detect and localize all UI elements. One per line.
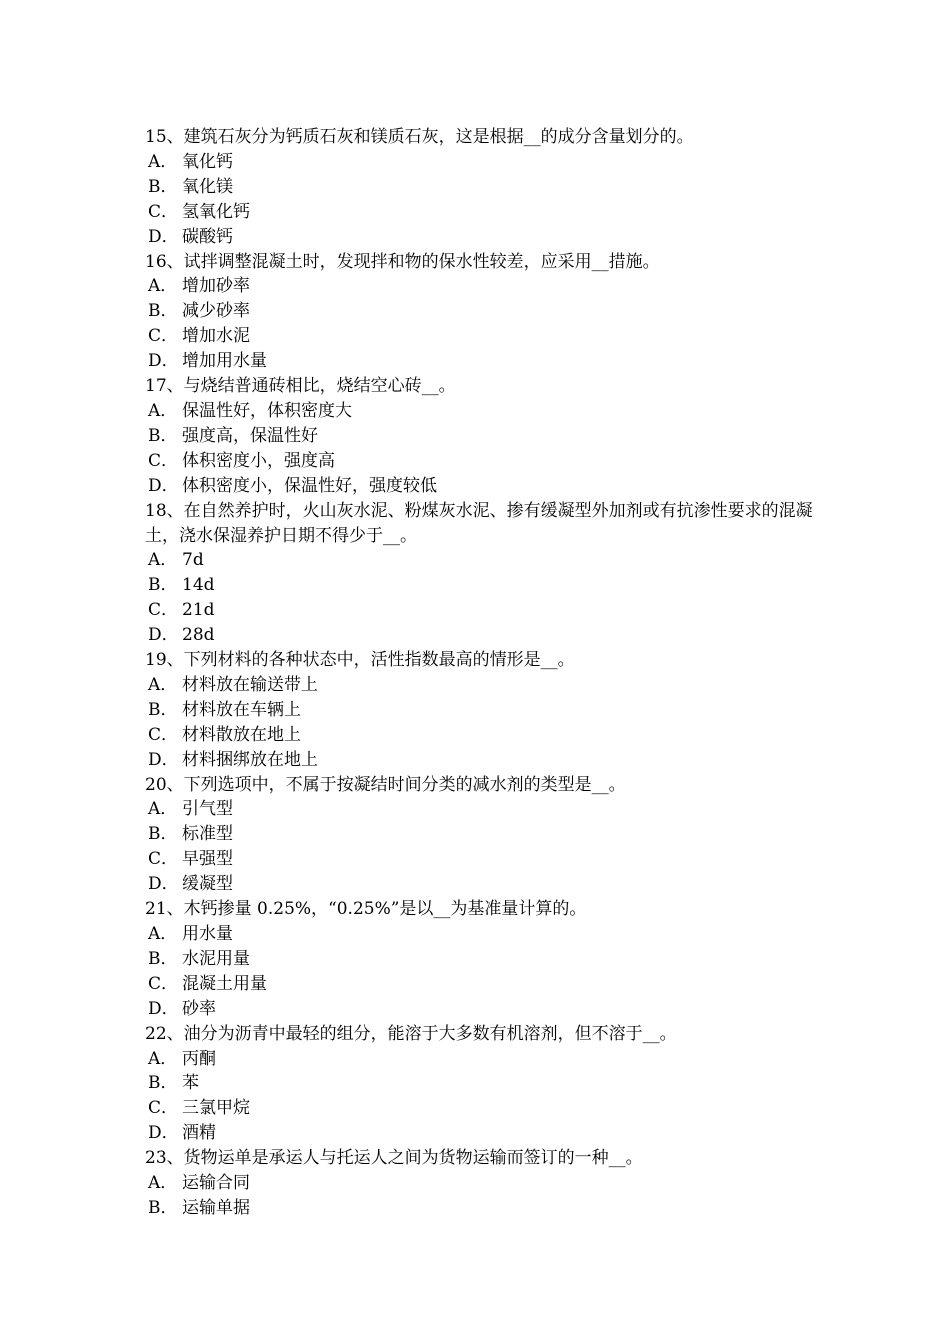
question-15 <box>145 125 815 250</box>
option-label: D． <box>148 1123 179 1144</box>
option-text: 强度高，保温性好 <box>182 425 318 446</box>
option-text: 减少砂率 <box>182 301 250 322</box>
question-21 <box>145 897 815 1022</box>
option-label: D． <box>148 475 179 496</box>
option-text: 21d <box>182 600 215 621</box>
option-label: B． <box>148 425 178 446</box>
option-label: B． <box>148 948 178 969</box>
option-text: 氧化镁 <box>182 176 233 197</box>
option-text: 苯 <box>182 1073 199 1094</box>
option-a <box>145 548 815 573</box>
option-label: A． <box>148 151 178 172</box>
option-label: B． <box>148 301 178 322</box>
option-d <box>145 474 815 499</box>
question-text: 16、试拌调整混凝土时，发现拌和物的保水性较差，应采用__措施。 <box>145 251 660 272</box>
option-text: 材料散放在地上 <box>182 724 301 745</box>
option-b <box>145 822 815 847</box>
question-list <box>145 125 815 1221</box>
option-text: 标准型 <box>182 824 233 845</box>
question-18 <box>145 499 815 648</box>
option-c <box>145 723 815 748</box>
option-d <box>145 872 815 897</box>
option-text: 引气型 <box>182 799 233 820</box>
option-b <box>145 299 815 324</box>
option-label: C． <box>148 724 179 745</box>
option-d <box>145 1121 815 1146</box>
option-a <box>145 399 815 424</box>
option-text: 增加砂率 <box>182 276 250 297</box>
option-label: D． <box>148 226 179 247</box>
question-text: 15、建筑石灰分为钙质石灰和镁质石灰，这是根据__的成分含量划分的。 <box>145 127 694 147</box>
option-a <box>145 1171 815 1196</box>
question-text: 23、货物运单是承运人与托运人之间为货物运输而签订的一种__。 <box>145 1148 643 1169</box>
option-text: 水泥用量 <box>182 948 250 969</box>
option-label: D． <box>148 749 179 770</box>
question-17 <box>145 374 815 499</box>
option-label: D． <box>148 625 179 646</box>
option-label: D． <box>148 998 179 1019</box>
question-19 <box>145 648 815 773</box>
option-label: A． <box>148 276 178 297</box>
option-label: C． <box>148 326 179 347</box>
question-22 <box>145 1022 815 1147</box>
option-text: 缓凝型 <box>182 874 233 895</box>
option-text: 运输合同 <box>182 1173 250 1194</box>
question-text: 18、在自然养护时，火山灰水泥、粉煤灰水泥、掺有缓凝型外加剂或有抗渗性要求的混凝土，浇水保湿养护日期不得少于__。 <box>145 500 813 546</box>
option-text: 7d <box>182 550 204 571</box>
option-text: 三氯甲烷 <box>182 1098 250 1119</box>
option-c <box>145 200 815 225</box>
option-label: A． <box>148 550 178 571</box>
option-label: B． <box>148 1197 178 1218</box>
option-text: 氢氧化钙 <box>182 201 250 222</box>
option-label: C． <box>148 1098 179 1119</box>
option-b <box>145 1071 815 1096</box>
option-b <box>145 424 815 449</box>
option-label: A． <box>148 1173 178 1194</box>
question-text: 17、与烧结普通砖相比，烧结空心砖__。 <box>145 376 456 397</box>
option-b <box>145 175 815 200</box>
option-b <box>145 1196 815 1221</box>
option-text: 增加用水量 <box>182 351 267 372</box>
question-23 <box>145 1146 815 1221</box>
option-d <box>145 225 815 250</box>
question-20 <box>145 773 815 898</box>
option-c <box>145 449 815 474</box>
option-label: B． <box>148 176 178 197</box>
option-c <box>145 1096 815 1121</box>
option-text: 用水量 <box>182 924 233 944</box>
option-label: D． <box>148 351 179 372</box>
option-a <box>145 922 815 947</box>
option-label: A． <box>148 799 178 820</box>
option-text: 28d <box>182 625 215 646</box>
option-label: C． <box>148 450 179 471</box>
option-c <box>145 972 815 997</box>
option-text: 材料放在输送带上 <box>182 674 318 695</box>
option-label: C． <box>148 849 179 870</box>
option-a <box>145 797 815 822</box>
option-text: 体积密度小，保温性好，强度较低 <box>182 475 437 496</box>
option-c <box>145 598 815 623</box>
question-text: 19、下列材料的各种状态中，活性指数最高的情形是__。 <box>145 650 575 671</box>
option-a <box>145 274 815 299</box>
option-text: 丙酮 <box>182 1048 216 1069</box>
option-a <box>145 673 815 698</box>
question-text: 21、木钙掺量 0.25%，“0.25%”是以__为基准量计算的。 <box>145 899 587 920</box>
question-16 <box>145 250 815 375</box>
option-label: B． <box>148 1073 178 1094</box>
option-label: C． <box>148 201 179 222</box>
option-text: 氧化钙 <box>182 151 233 172</box>
option-b <box>145 573 815 598</box>
option-a <box>145 150 815 175</box>
option-label: A． <box>148 1048 178 1069</box>
option-label: B． <box>148 575 178 596</box>
option-c <box>145 847 815 872</box>
option-label: C． <box>148 600 179 621</box>
option-label: C． <box>148 973 179 994</box>
option-label: A． <box>148 674 178 695</box>
question-text: 20、下列选项中，不属于按凝结时间分类的减水剂的类型是__。 <box>145 774 626 795</box>
option-d <box>145 623 815 648</box>
option-d <box>145 997 815 1022</box>
option-a <box>145 1047 815 1072</box>
option-text: 砂率 <box>182 998 216 1019</box>
option-text: 14d <box>182 575 215 596</box>
option-c <box>145 324 815 349</box>
option-text: 酒精 <box>182 1123 216 1144</box>
option-text: 混凝土用量 <box>182 973 267 994</box>
option-label: B． <box>148 824 178 845</box>
option-text: 材料放在车辆上 <box>182 699 301 720</box>
option-label: A． <box>148 400 178 421</box>
option-label: B． <box>148 699 178 720</box>
option-text: 早强型 <box>182 849 233 870</box>
option-text: 运输单据 <box>182 1197 250 1218</box>
option-b <box>145 947 815 972</box>
option-text: 增加水泥 <box>182 326 250 347</box>
question-text: 22、油分为沥青中最轻的组分，能溶于大多数有机溶剂，但不溶于__。 <box>145 1023 677 1044</box>
option-text: 碳酸钙 <box>182 226 233 247</box>
option-label: A． <box>148 924 178 944</box>
option-label: D． <box>148 874 179 895</box>
option-text: 体积密度小，强度高 <box>182 450 335 471</box>
option-d <box>145 349 815 374</box>
option-b <box>145 698 815 723</box>
option-text: 材料捆绑放在地上 <box>182 749 318 770</box>
option-d <box>145 748 815 773</box>
option-text: 保温性好，体积密度大 <box>182 400 352 421</box>
